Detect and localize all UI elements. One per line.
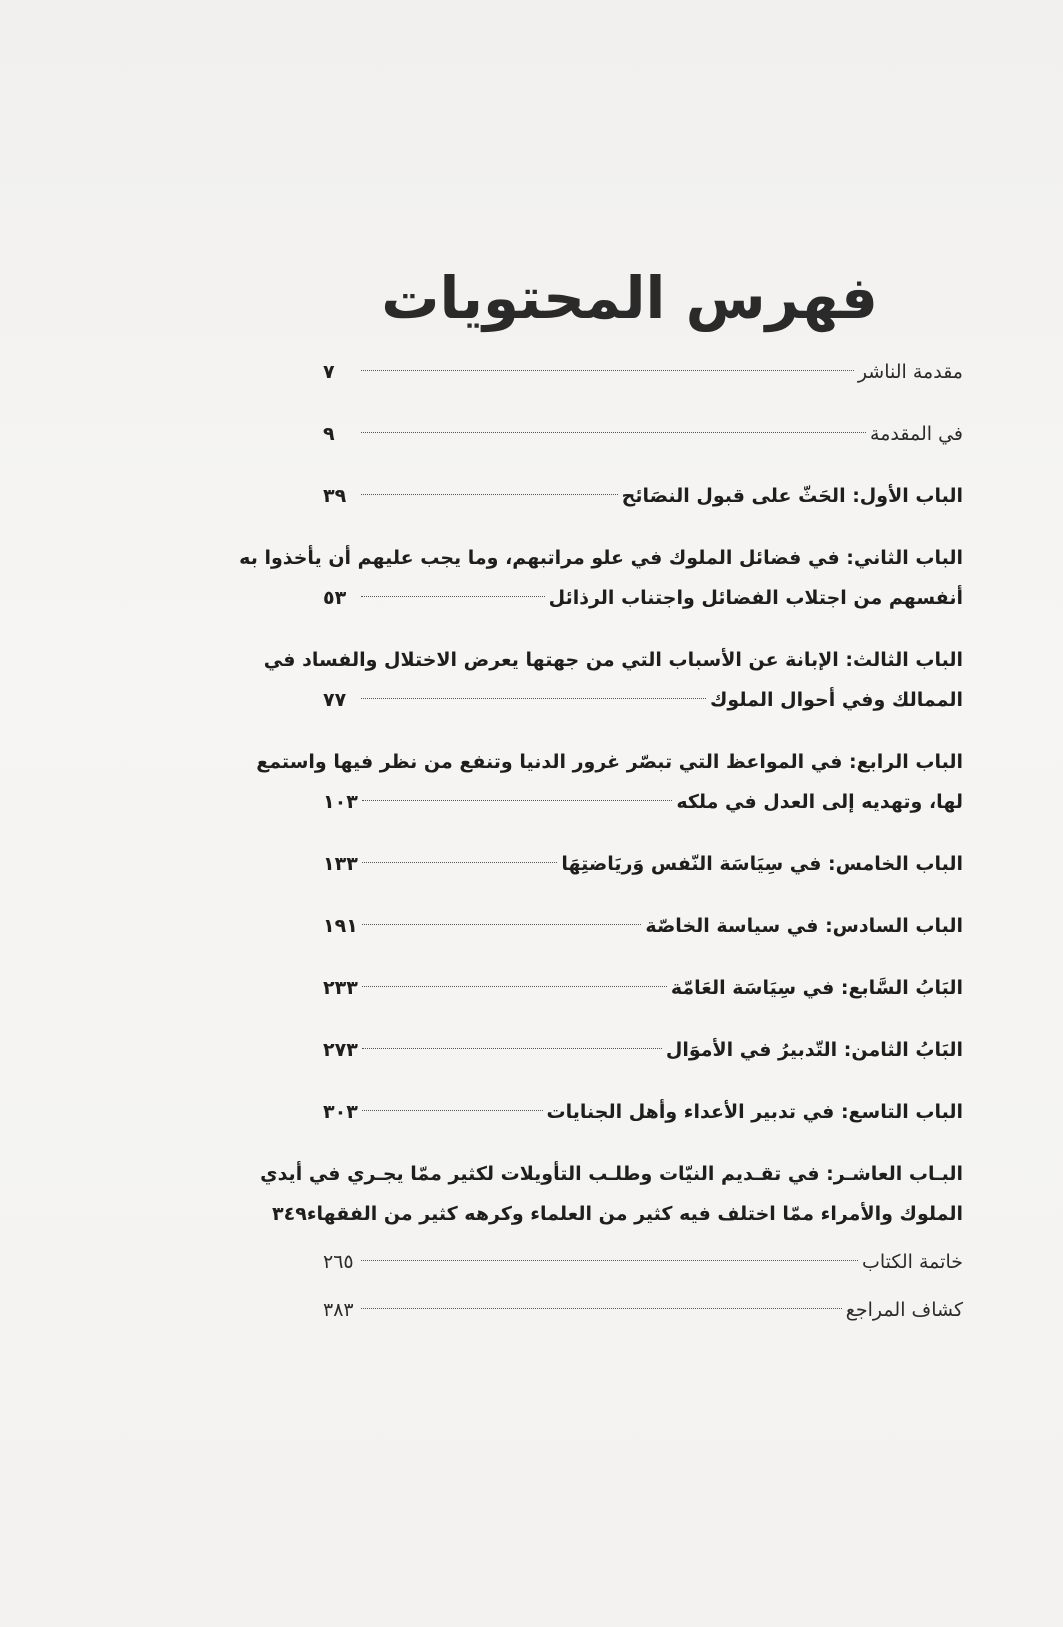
toc-entry-chapter-6 [323,906,963,946]
toc-page-number: ٣٠٣ [323,1101,358,1123]
toc-line [323,578,963,618]
toc-page-number: ٢٧٣ [323,1039,358,1061]
dot-leader [362,800,673,801]
toc-line [323,680,963,720]
toc-entry-title: خاتمة الكتاب [861,1251,963,1273]
toc-page-number: ٢٣٣ [323,977,358,999]
toc-entry-chapter-8 [323,1030,963,1070]
toc-page-number: ٣٨٣ [323,1299,354,1321]
toc-line [323,782,963,822]
dot-leader [362,1110,543,1111]
toc-entry-references-index [323,1290,963,1330]
toc-page-number: ٧ [323,361,335,383]
toc-entry-chapter-2 [239,538,963,618]
toc-entry-chapter-5 [323,844,963,884]
toc-entry-title: الباب الخامس: في سِيَاسَة النّفس وَريَاضتِهَا [561,853,963,875]
toc-page-number: ٩ [323,423,335,445]
dot-leader [361,370,854,371]
toc-page-number: ٥٣ [323,587,347,609]
dot-leader [361,494,618,495]
toc-line [323,1290,963,1330]
toc-line [323,906,963,946]
toc-line [323,844,963,884]
toc-entry-title: مقدمة الناشر [857,361,963,383]
toc-entry-title: في المقدمة [870,423,963,445]
toc-entry-chapter-7 [323,968,963,1008]
toc-entry-chapter-1 [323,476,963,516]
dot-leader [362,986,667,987]
dot-leader [362,924,642,925]
toc-entry-first-line: الباب الثاني: في فضائل الملوك في علو مراتبهم، وما يجب عليهم أن يأخذوا به [239,547,963,569]
dot-leader [361,1260,858,1261]
toc-line [323,414,963,454]
toc-entry-title: الملوك والأمراء ممّا اختلف فيه كثير من العلماء وكرهه كثير من الفقهاء [306,1203,963,1225]
toc-entry-first-line: الباب الثالث: الإبانة عن الأسباب التي من جهتها يعرض الاختلال والفساد في [263,649,963,671]
toc-line [323,476,963,516]
toc-line [323,352,963,392]
dot-leader [361,1308,842,1309]
toc-entry-title: الباب الأول: الحَثّ على قبول النصَائح [621,485,963,507]
toc-entry-title: الممالك وفي أحوال الملوك [710,689,963,711]
dot-leader [362,1048,662,1049]
page-title: فهرس المحتويات [381,263,878,332]
toc-entry-title: كشاف المراجع [845,1299,963,1321]
toc-entry-introduction [323,414,963,454]
toc-entry-chapter-9 [323,1092,963,1132]
dot-leader [361,698,706,699]
toc-line [323,968,963,1008]
toc-entry-chapter-10 [260,1154,963,1234]
toc-page-number: ٢٦٥ [323,1251,354,1273]
toc-line [323,1030,963,1070]
toc-page-number: ٣٤٩ [272,1203,307,1225]
toc-entry-title: البَابُ الثامن: التّدبيرُ في الأموَال [665,1039,963,1061]
dot-leader [361,596,545,597]
toc-page-number: ١٠٣ [323,791,358,813]
dot-leader [361,432,866,433]
dot-leader [362,862,558,863]
toc-page-number: ١٣٣ [323,853,358,875]
toc-entry-title: البَابُ السَّابع: في سِيَاسَة العَامّة [670,977,963,999]
toc-entry-title: الباب التاسع: في تدبير الأعداء وأهل الجنايات [546,1101,963,1123]
toc-page-number: ٣٩ [323,485,347,507]
toc-line [272,1194,963,1234]
toc-line [323,1092,963,1132]
toc-entry-title: الباب السادس: في سياسة الخاصّة [645,915,963,937]
toc-line [323,1242,963,1282]
table-of-contents [239,352,963,1338]
toc-entry-first-line: البـاب العاشـر: في تقـديم النيّات وطلـب التأويلات لكثير ممّا يجـري في أيدي [260,1163,963,1185]
toc-page-number: ١٩١ [323,915,358,937]
toc-entry-chapter-3 [263,640,963,720]
toc-entry-title: لها، وتهديه إلى العدل في ملكه [676,791,963,813]
toc-page-number: ٧٧ [323,689,347,711]
toc-entry-conclusion [323,1242,963,1282]
toc-entry-publisher-intro [323,352,963,392]
toc-entry-title: أنفسهم من اجتلاب الفضائل واجتناب الرذائل [548,587,963,609]
toc-entry-first-line: الباب الرابع: في المواعظ التي تبصّر غرور الدنيا وتنفع من نظر فيها واستمع [256,751,963,773]
toc-entry-chapter-4 [256,742,963,822]
